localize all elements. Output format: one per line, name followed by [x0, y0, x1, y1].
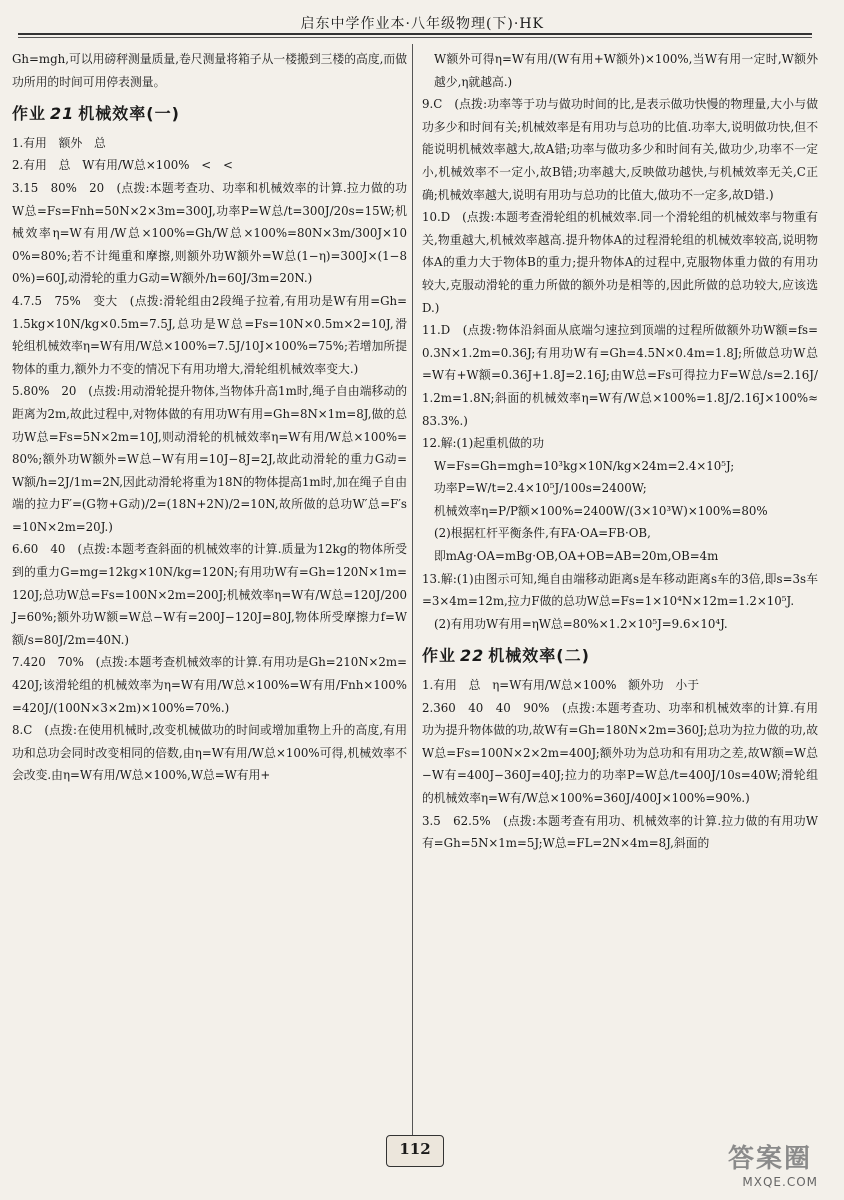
answer-paragraph: 功率P=W/t=2.4×10⁵J/100s=2400W; [434, 481, 647, 496]
section-heading-number: 21 [50, 104, 75, 124]
section-heading-prefix: 作业 [12, 104, 47, 124]
answer-paragraph: 7.420 70% (点拨:本题考查机械效率的计算.有用功是Gh=210N×2m=420J;该滑轮组的机械效率为η=W有用/W总×100%=W有用/Fnh×100%=420J/(100N×3×2m)×100%=70%.) [12, 655, 407, 715]
answer-paragraph: 8.C (点拨:在使用机械时,改变机械做功的时间或增加重物上升的高度,有用功和总功会同时改变相同的倍数,由η=W有用/W总×100%可得,机械效率不会改变.由η=W有用/W总×100%,W总=W有用+ [12, 723, 407, 783]
page-number: 112 [399, 1140, 431, 1158]
answer-paragraph: 4.7.5 75% 变大 (点拨:滑轮组由2段绳子拉着,有用功是W有用=Gh=1.5kg×10N/kg×0.5m=7.5J,总功是W总=Fs=10N×0.5m×2=10J,滑轮组机械效率η=W有用/W总×100%=7.5J/10J×100%=75%;若增加所提物体的重力,额外力不变的情况下有用功增大,滑轮组机械效率变大.) [12, 293, 407, 376]
answer-paragraph: 3.15 80% 20 (点拨:本题考查功、功率和机械效率的计算.拉力做的功W总=Fs=Fnh=50N×2×3m=300J,功率P=W总/t=300J/20s=15W;机械效率η=W有用/W总×100%=Gh/W总×100%=80N×3m/300J×100%=80%;若不计绳重和摩擦,则额外功W额外=W总(1−η)=300J×(1−80%)=60J,动滑轮的重力G动=W额外/h=60J/3m=20N.) [12, 180, 407, 286]
section-heading-number: 22 [460, 646, 485, 666]
answer-paragraph: 即mAg·OA=mBg·OB,OA+OB=AB=20m,OB=4m [434, 549, 719, 564]
page-footer [0, 1135, 844, 1195]
answer-paragraph: 5.80% 20 (点拨:用动滑轮提升物体,当物体升高1m时,绳子自由端移动的距离为2m,故此过程中,对物体做的有用功W有用=Gh=8N×1m=8J,做的总功W总=Fs=5N×2m=10J,则动滑轮的机械效率η=W有用/W总×100%=80%;额外功W额外=W总−W有用=10J−8J=2J,故此动滑轮的重力G动=W额/h=2J/1m=2N,因此动滑轮将重为18N的物体提高1m时,加在绳子自由端的拉力F′=(G物+G动)/2=(18N+2N)/2=10N,故所做的总功W′总=F′s=10N×2m=20J.) [12, 384, 407, 534]
answer-paragraph: 1.有用 总 η=W有用/W总×100% 额外功 小于 [422, 678, 699, 693]
left-column [12, 48, 407, 787]
answer-paragraph: 10.D (点拨:本题考查滑轮组的机械效率.同一个滑轮组的机械效率与物重有关,物重越大,机械效率越高.提升物体A的过程滑轮组的机械效率较高,说明物体A的重力大于物体B的重力;提升物体A的过程中,克服物体重力做的有用功较大,克服动滑轮的重力所做的额外功是相等的,因此所做的总功较大,应该选D.) [422, 210, 818, 315]
answer-paragraph: W=Fs=Gh=mgh=10³kg×10N/kg×24m=2.4×10⁵J; [434, 458, 735, 473]
answer-paragraph: 13.解:(1)由图示可知,绳自由端移动距离s是车移动距离s车的3倍,即s=3s车=3×4m=12m,拉力F做的总功W总=Fs=1×10⁴N×12m=1.2×10⁵J. [422, 571, 818, 609]
answer-paragraph: 12.解:(1)起重机做的功 [422, 436, 545, 451]
section-heading-title: 机械效率(一) [78, 104, 180, 124]
answer-paragraph: 机械效率η=P/P额×100%=2400W/(3×10³W)×100%=80% [434, 503, 768, 518]
answer-paragraph: 6.60 40 (点拨:本题考查斜面的机械效率的计算.质量为12kg的物体所受到的重力G=mg=12kg×10N/kg=120N;有用功W有=Gh=120N×1m=120J;总功W总=Fs=100N×2m=200J;机械效率η=W有/W总=120J/200J=60%;额外功W额=W总−W有=200J−120J=80J,物体所受摩擦力f=W额/s=80J/2m=40N.) [12, 542, 407, 647]
answer-paragraph: (2)根据杠杆平衡条件,有FA·OA=FB·OB, [434, 526, 651, 541]
section-heading-prefix: 作业 [422, 646, 457, 666]
header-rule-thin [18, 37, 812, 38]
column-divider [412, 44, 413, 1154]
answer-paragraph: 2.360 40 40 90% (点拨:本题考查功、功率和机械效率的计算.有用功为提升物体做的功,故W有=Gh=180N×2m=360J;总功为拉力做的功,故W总=Fs=100N×2×2m=400J;额外功为总功和有用功之差,故W额=W总−W有=400J−360J=40J;拉力的功率P=W总/t=400J/10s=40W;滑轮组的机械效率η=W有/W总×100%=360J/400J×100%=90%.) [422, 700, 818, 805]
answer-paragraph: (2)有用功W有用=ηW总=80%×1.2×10⁵J=9.6×10⁴J. [434, 616, 728, 631]
answer-paragraph: 2.有用 总 W有用/W总×100% < < [12, 158, 233, 173]
answer-paragraph: 3.5 62.5% (点拨:本题考查有用功、机械效率的计算.拉力做的有用功W有=Gh=5N×1m=5J;W总=FL=2N×4m=8J,斜面的 [422, 813, 818, 851]
watermark-url: MXQE.COM [742, 1175, 818, 1189]
section-heading [12, 103, 407, 126]
right-column [422, 48, 818, 855]
section-heading [422, 645, 818, 668]
section-heading-title: 机械效率(二) [488, 646, 590, 666]
answer-paragraph: 1.有用 额外 总 [12, 135, 106, 150]
page-header [0, 0, 844, 40]
answer-paragraph: W额外可得η=W有用/(W有用+W额外)×100%,当W有用一定时,W额外越少,η就越高.) [434, 52, 818, 89]
answer-paragraph: Gh=mgh,可以用磅秤测量质量,卷尺测量将箱子从一楼搬到三楼的高度,而做功所用的时间可用停表测量。 [12, 52, 407, 89]
book-title: 启东中学作业本·八年级物理(下)·HK [300, 16, 544, 32]
watermark-logo: 答案圈 [727, 1144, 812, 1174]
page-number-box [386, 1135, 444, 1167]
answer-paragraph: 11.D (点拨:物体沿斜面从底端匀速拉到顶端的过程所做额外功W额=fs=0.3N×1.2m=0.36J;有用功W有=Gh=4.5N×0.4m=1.8J;所做总功W总=W有+W额=0.36J+1.8J=2.16J;由W总=Fs可得拉力F=W总/s=2.16J/1.2m=1.8N;斜面的机械效率η=W有/W总×100%=1.8J/2.16J×100%≈83.3%.) [422, 323, 818, 428]
answer-paragraph: 9.C (点拨:功率等于功与做功时间的比,是表示做功快慢的物理量,大小与做功多少和时间有关;机械效率是有用功与总功的比值.功率大,说明做功快,但不能说明机械效率越大,故A错;功率与做功多少和时间有关,做功少,功率不一定小,机械效率不一定小,故B错;功率越大,反映做功越快,与机械效率无关,C正确;机械效率越大,说明有用功与总功的比值大,做功不一定多,故D错.) [422, 97, 818, 202]
header-rule [18, 33, 812, 35]
watermark [688, 1137, 818, 1189]
